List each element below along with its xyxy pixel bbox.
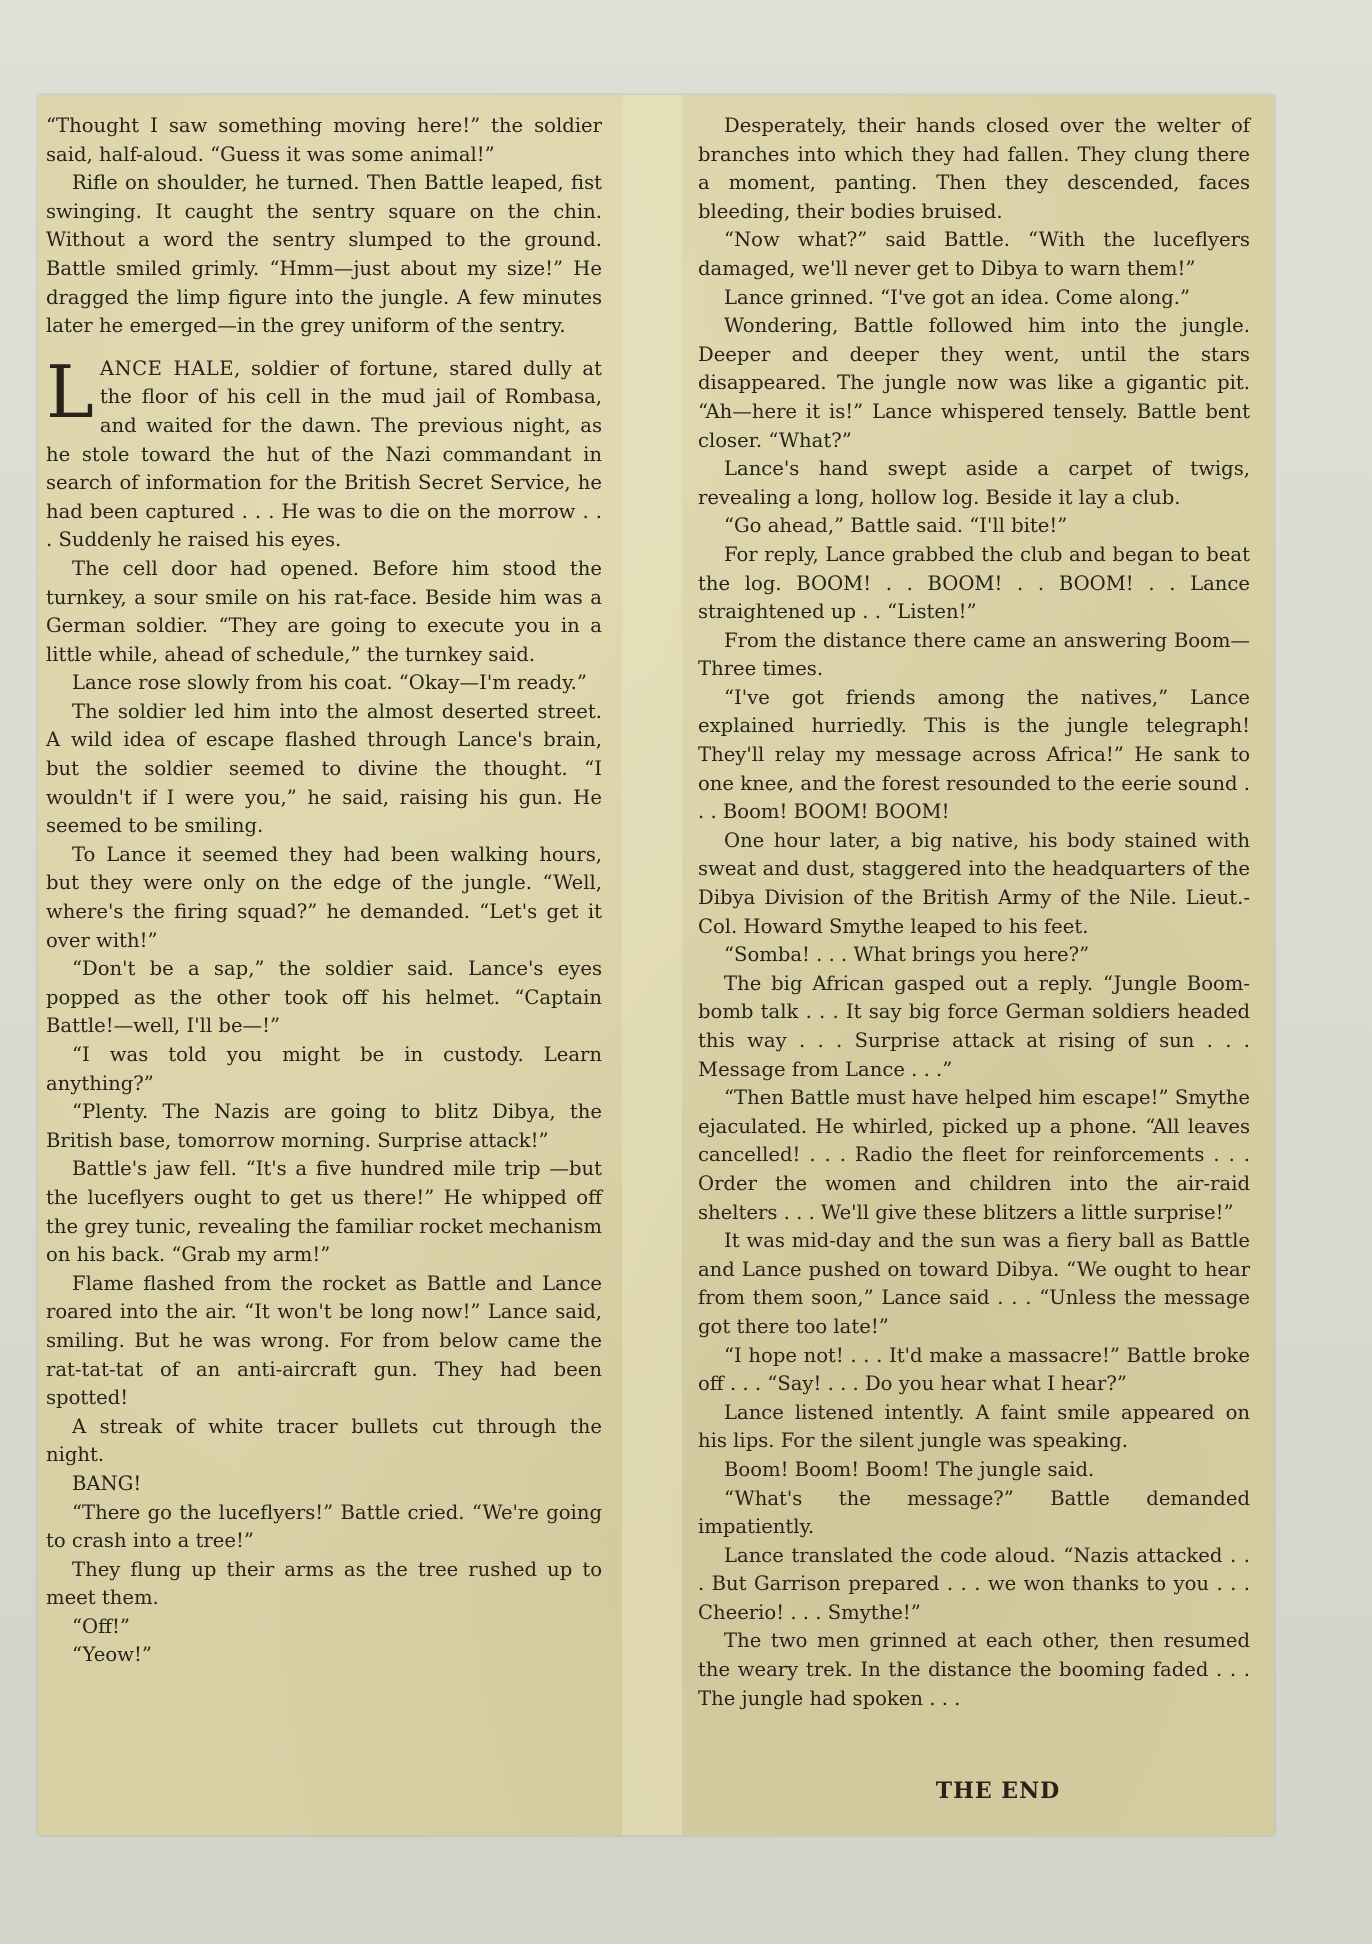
paragraph: Wondering, Battle followed him into the jungle. Deeper and deeper they went, until the stars disappeared. The jungle now was like a gigantic pit. “Ah—here it is!” Lance whispered tensely. Battle bent closer. “What?” (698, 314, 1250, 452)
paragraph: Rifle on shoulder, he turned. Then Battle leaped, fist swinging. It caught the sentry square on the chin. Without a word the sentry slumped to the ground. Battle smiled grimly. “Hmm—just about my size!” He dragged the limp figure into the jungle. A few minutes later he emerged—in the grey uniform of the sentry. (46, 171, 602, 338)
paragraph: “Plenty. The Nazis are going to blitz Dibya, the British base, tomorrow morning. Surprise attack!” (46, 1100, 602, 1152)
paragraph: “Thought I saw something moving here!” the soldier said, half-aloud. “Guess it was some animal!” (46, 114, 602, 166)
paragraph: “Go ahead,” Battle said. “I'll bite!” (724, 514, 1068, 538)
paragraph: The big African gasped out a reply. “Jungle Boom-bomb talk . . . It say big force German soldiers headed this way . . . Surprise attack at rising of sun . . . Message from Lance . . .” (698, 971, 1250, 1081)
paragraph: Lance translated the code aloud. “Nazis attacked . . . But Garrison prepared . . . we won thanks to you . . . Cheerio! . . . Smythe!” (698, 1543, 1250, 1624)
paragraph: Lance listened intently. A faint smile appeared on his lips. For the silent jungle was speaking. (698, 1400, 1250, 1453)
paragraph: “Then Battle must have helped him escape!” Smythe ejaculated. He whirled, picked up a phone. “All leaves cancelled! . . . Radio the fleet for reinforcements . . . Order the women and children into the air-raid shelters . . . We'll give these blitzers a little surprise!” (698, 1086, 1250, 1224)
paragraph: Boom! Boom! Boom! The jungle said. (724, 1457, 1095, 1481)
paragraph: Battle's jaw fell. “It's a five hundred mile trip —but the luceflyers ought to get us there!” He whipped off the grey tunic, revealing the familiar rocket mechanism on his back. “Grab my arm!” (46, 1157, 602, 1267)
right-column (698, 112, 1250, 1713)
paragraph: Lance's hand swept aside a carpet of twigs, revealing a long, hollow log. Beside it lay a club. (698, 457, 1250, 509)
paragraph: “Off!” (72, 1614, 130, 1638)
paragraph: For reply, Lance grabbed the club and began to beat the log. BOOM! . . BOOM! . . BOOM! . . Lance straightened up . . “Listen!” (698, 542, 1250, 624)
paragraph: BANG! (72, 1471, 142, 1495)
paragraph: The cell door had opened. Before him stood the turnkey, a sour smile on his rat-face. Beside him was a German soldier. “They are going to execute you in a little while, ahead of schedule,” the turnkey said. (46, 556, 602, 666)
character-name-smallcaps: ANCE HALE (99, 356, 235, 380)
the-end-label: THE END (935, 1778, 1061, 1804)
paragraph: “Yeow!” (72, 1643, 152, 1667)
paragraph: “Somba! . . . What brings you here?” (724, 943, 1090, 967)
paragraph-text: , soldier of fortune, stared dully at the floor of his cell in the mud jail of Rombasa, and waited for the dawn. The previous night, as he stole toward the hut of the Nazi commandant in search of information for the British Secret Service, he had been captured . . . He was to die on the morrow . . . Suddenly he raised his eyes. (46, 356, 602, 552)
paragraph: Desperately, their hands closed over the welter of branches into which they had fallen. They clung there a moment, panting. Then they descended, faces bleeding, their bodies bruised. (698, 114, 1250, 223)
paragraph: “I hope not! . . . It'd make a massacre!” Battle broke off . . . “Say! . . . Do you hear what I hear?” (698, 1343, 1250, 1396)
left-column (46, 112, 602, 1670)
paragraph: One hour later, a big native, his body stained with sweat and dust, staggered into the headquarters of the Dibya Division of the British Army of the Nile. Lieut.-Col. Howard Smythe leaped to his feet. (698, 828, 1250, 938)
paragraph: “I've got friends among the natives,” Lance explained hurriedly. This is the jungle telegraph! They'll relay my message across Africa!” He sank to one knee, and the forest resounded to the eerie sound . . . Boom! BOOM! BOOM! (698, 685, 1250, 824)
paragraph: To Lance it seemed they had been walking hours, but they were only on the edge of the jungle. “Well, where's the firing squad?” he demanded. “Let's get it over with!” (46, 842, 602, 952)
paragraph: From the distance there came an answering Boom—Three times. (698, 628, 1250, 681)
section-opening-paragraph (46, 349, 602, 555)
drop-cap: L (46, 349, 94, 434)
paragraph: A streak of white tracer bullets cut through the night. (46, 1414, 602, 1467)
paragraph: The soldier led him into the almost deserted street. A wild idea of escape flashed through Lance's brain, but the soldier seemed to divine the thought. “I wouldn't if I were you,” he said, raising his gun. He seemed to be smiling. (46, 699, 602, 838)
paragraph: Lance grinned. “I've got an idea. Come along.” (724, 285, 1191, 309)
paragraph: It was mid-day and the sun was a fiery ball as Battle and Lance pushed on toward Dibya. “We ought to hear from them soon,” Lance said . . . “Unless the message got there too late!” (698, 1229, 1250, 1338)
column-gutter (622, 95, 682, 1835)
paragraph: They flung up their arms as the tree rushed up to meet them. (46, 1557, 602, 1610)
paragraph: “Don't be a sap,” the soldier said. Lance's eyes popped as the other took off his helmet. “Captain Battle!—well, I'll be—!” (46, 957, 602, 1038)
paragraph: “There go the luceflyers!” Battle cried. “We're going to crash into a tree!” (46, 1500, 602, 1553)
paragraph: Lance rose slowly from his coat. “Okay—I'm ready.” (72, 671, 587, 695)
paragraph: “I was told you might be in custody. Learn anything?” (46, 1043, 602, 1095)
paragraph: Flame flashed from the rocket as Battle and Lance roared into the air. “It won't be long now!” Lance said, smiling. But he was wrong. For from below came the rat-tat-tat of an anti-aircraft gun. They had been spotted! (46, 1271, 602, 1410)
paragraph: “What's the message?” Battle demanded impatiently. (698, 1486, 1250, 1539)
paragraph: “Now what?” said Battle. “With the luceflyers damaged, we'll never get to Dibya to warn them!” (698, 228, 1250, 280)
paragraph: The two men grinned at each other, then resumed the weary trek. In the distance the booming faded . . . The jungle had spoken . . . (698, 1629, 1250, 1710)
